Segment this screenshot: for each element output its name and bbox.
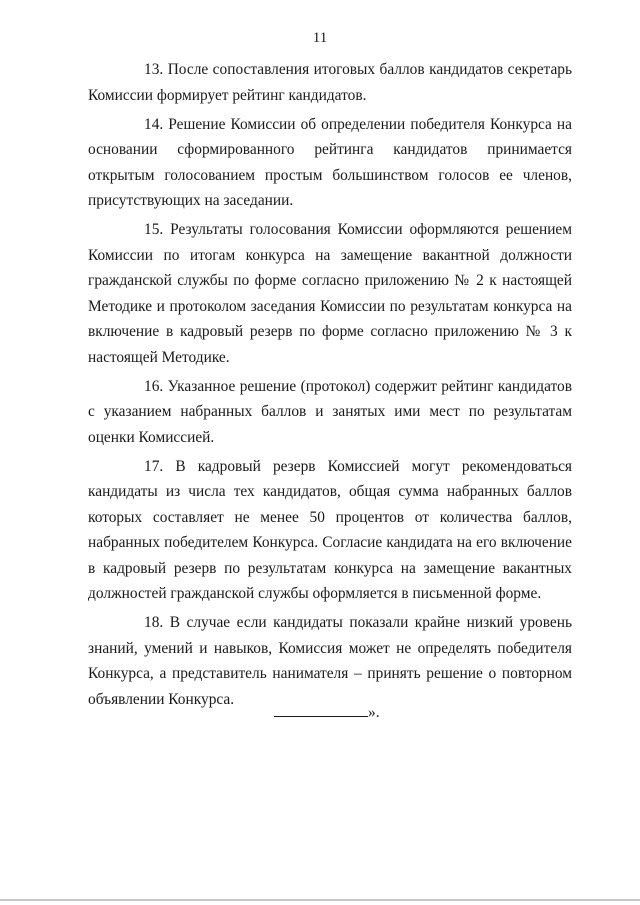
paragraph-15: 15. Результаты голосования Комиссии оформляются решением Комиссии по итогам конкурса на замещение вакантной должности гражданской службы по форме согласно приложению № 2 к настоящей Методике и протоколом заседания Комиссии по результатам конкурса на включение в кадровый резерв по форме согласно приложению № 3 к настоящей Методике.	[88, 221, 572, 366]
bottom-scan-edge	[0, 899, 640, 901]
paragraph-13: 13. После сопоставления итоговых баллов кандидатов секретарь Комиссии формирует рейтинг кандидатов.	[88, 61, 572, 104]
paragraph-18: 18. В случае если кандидаты показали крайне низкий уровень знаний, умений и навыков, Комиссия может не определять победителя Конкурса, а представитель нанимателя – принять решение о повторном объявлении Конкурса.	[88, 614, 572, 708]
document-body	[88, 57, 572, 716]
paragraph-16: 16. Указанное решение (протокол) содержит рейтинг кандидатов с указанием набранных баллов и занятых ими мест по результатам оценки Комиссией.	[88, 377, 572, 446]
closing-quote-mark: ».	[368, 704, 380, 721]
closing-line-block	[274, 700, 380, 725]
page-number: 11	[312, 30, 328, 46]
closing-underline	[274, 702, 368, 717]
paragraph-17: 17. В кадровый резерв Комиссией могут рекомендоваться кандидаты из числа тех кандидатов, общая сумма набранных баллов которых составляет не менее 50 процентов от количества баллов, набранных победителем Конкурса. Согласие кандидата на его включение в кадровый резерв по результатам конкурса на замещение вакантных должностей гражданской службы оформляется в письменной форме.	[88, 457, 572, 602]
paragraph-14: 14. Решение Комиссии об определении победителя Конкурса на основании сформированного рейтинга кандидатов принимается открытым голосованием простым большинством голосов ее членов, присутствующих на заседании.	[88, 115, 572, 209]
